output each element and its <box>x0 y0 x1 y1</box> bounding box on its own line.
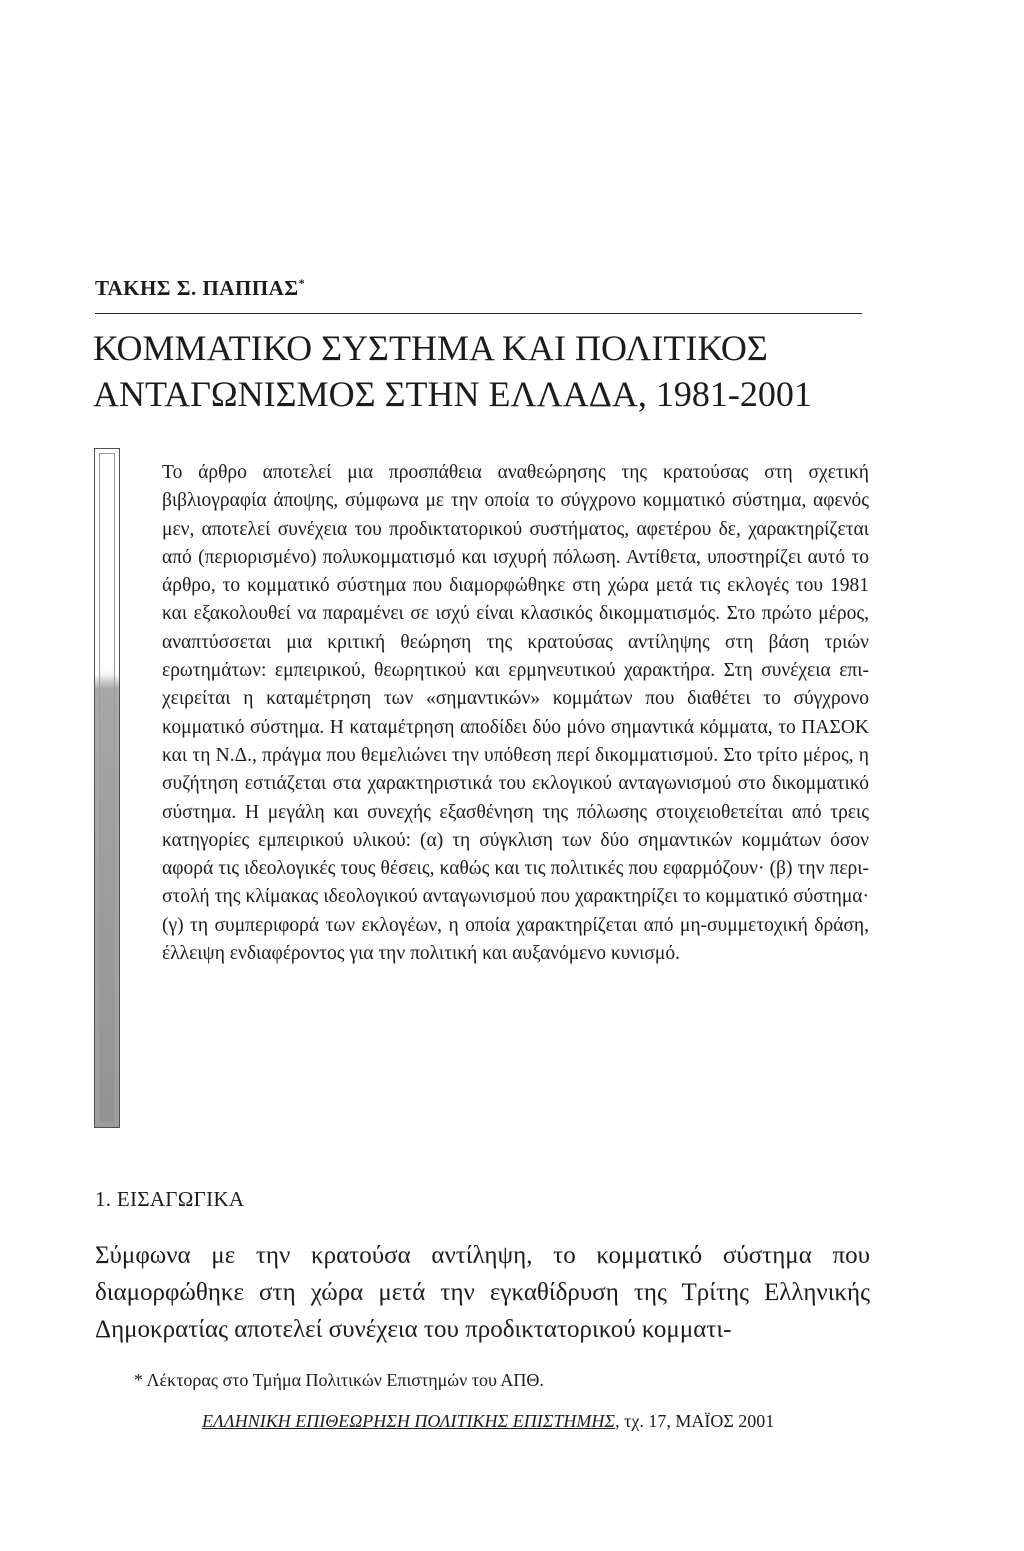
journal-name: ΕΛΛΗΝΙΚΗ ΕΠΙΘΕΩΡΗΣΗ ΠΟΛΙΤΙΚΗΣ ΕΠΙΣΤΗΜΗΣ <box>202 1411 616 1431</box>
abstract-text: Το άρθρο αποτελεί μια προσπάθεια αναθεώρησης της κρατούσας στη σχετική βιβλιογραφία άποψης, σύμφωνα με την οποία το σύγχρονο κομματικό σύστημα, αφενός μεν, αποτελεί συνέχεια του προδικτατορικού συστήματος, αφετέρου δε, χαρακτηρίζεται από (περιορισμένο) πολυκομματισμό και ισχυρή πόλωση. Αντίθετα, υποστηρίζει αυτό το άρθρο, το κομματικό σύστημα που διαμορφώθηκε στη χώρα μετά τις εκλογές του 1981 και εξακολουθεί να παραμένει σε ισχύ είναι κλασικός δικομματισμός. Στο πρώτο μέρος, αναπτύσσεται μια κριτική θεώρηση της κρατούσας αντίληψης στη βάση τριών ερωτημάτων: εμπειρικού, θεωρητικού και ερμηνευτικού χαρακτήρα. Στη συνέχεια επιχειρείται η καταμέτρηση των «σημαντικών» κομμάτων που διαθέτει το σύγχρονο κομματικό σύστημα. Η καταμέτρηση αποδίδει δύο μόνο σημαντικά κόμματα, το ΠΑΣΟΚ και τη Ν.Δ., πράγμα που θεμελιώνει την υπόθεση περί δικομματισμού. Στο τρίτο μέρος, η συζήτηση εστιάζεται στα χαρακτηριστικά του εκλογικού ανταγωνισμού στο δικομματικό σύστημα. Η μεγάλη και συνεχής εξασθένηση της πόλωσης στοιχειοθετείται από τρεις κατηγορίες εμπειρικού υλικού: (α) τη σύγκλιση των δύο σημαντικών κομμάτων όσον αφορά τις ιδεολογικές τους θέσεις, καθώς και τις πολιτικές που εφαρμόζουν· (β) την περιστολή της κλίμακας ιδεολογικού ανταγωνισμού που χαρακτηρίζει το κομματικό σύστημα· (γ) τη συμπεριφορά των εκλογέων, η οποία χαρακτηρίζεται από μη-συμμετοχική δράση, έλλειψη ενδιαφέροντος για την πολιτική και αυξανόμενο κυνισμό. <box>162 462 869 965</box>
author-name-text: ΤΑΚΗΣ Σ. ΠΑΠΠΑΣ <box>95 276 299 300</box>
journal-footer <box>202 1411 774 1432</box>
author-footnote-mark: * <box>298 276 306 290</box>
article-title <box>93 325 873 417</box>
author-name <box>95 276 305 301</box>
author-footnote: * Λέκτορας στο Τμήμα Πολιτικών Επιστημών του ΑΠΘ. <box>134 1370 544 1390</box>
article-title-line-1: ΚΟΜΜΑΤΙΚΟ ΣΥΣΤΗΜΑ ΚΑΙ ΠΟΛΙΤΙΚΟΣ <box>93 328 768 368</box>
journal-issue: , τχ. 17, ΜΑΪΟΣ 2001 <box>615 1411 775 1431</box>
abstract-side-bar <box>94 448 120 1128</box>
section-heading: 1. ΕΙΣΑΓΩΓΙΚΑ <box>95 1187 245 1211</box>
abstract-side-bar-inner <box>99 453 115 1123</box>
section-body-text: Σύμφωνα με την κρατούσα αντίληψη, το κομματικό σύστημα που διαμορφώθηκε στη χώρα μετά την εγκαθίδρυση της Τρίτης Ελληνικής Δημοκρατίας αποτελεί συνέχεια του προδικτατορικού κομματι- <box>95 1242 870 1343</box>
article-title-line-2: ΑΝΤΑΓΩΝΙΣΜΟΣ ΣΤΗΝ ΕΛΛΑΔΑ, 1981-2001 <box>93 374 812 414</box>
title-rule <box>95 313 862 314</box>
